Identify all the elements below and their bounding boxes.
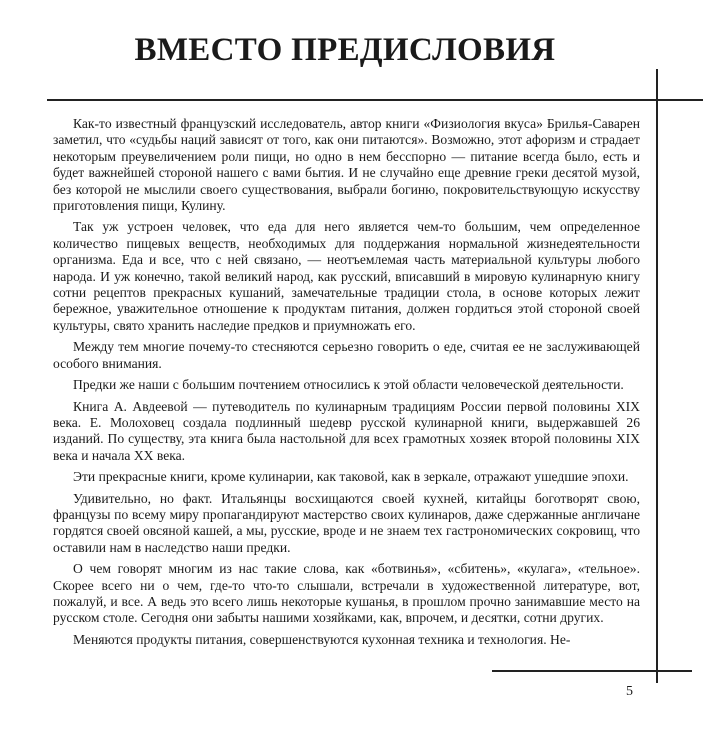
paragraph: Как-то известный французский исследователь, автор книги «Физиология вкуса» Брилья-Саварен заметил, что «судьбы наций зависят от того, как они питаются». Возможно, этот афоризм и страдает некоторым преувеличением роли пищи, но одно в нем бесспорно — питание всегда было, есть и будет важнейшей стороной нашего с вами бытия. И не случайно еще древние греки десятой музой, без которой не мыслили своего существования, выбрали богиню, покровительствующую искусству приготовления пищи, Кулину. [53, 116, 640, 214]
top-rule [47, 99, 703, 101]
paragraph: Предки же наши с большим почтением относились к этой области человеческой деятельности. [73, 377, 624, 393]
paragraph: Так уж устроен человек, что еда для него является чем-то большим, чем определенное количество пищевых веществ, необходимых для поддержания нормальной жизнедеятельности организма. Еда и все, что с ней связано, — неотъемлемая часть материальной культуры любого народа. И уж конечно, такой великий народ, как русский, вписавший в мировую кулинарную книгу сотни рецептов прекрасных кушаний, замечательные традиции стола, в основе которых лежит бережное, уважительное отношение к продуктам питания, должен гордиться этой стороной своей культуры, свято хранить наследие предков и приумножать его. [53, 219, 640, 333]
bottom-rule [492, 670, 692, 672]
paragraph: Меняются продукты питания, совершенствуются кухонная техника и технология. Не- [73, 631, 571, 647]
paragraph: Удивительно, но факт. Итальянцы восхищаются своей кухней, китайцы боготворят свою, французы по всему миру пропагандируют мастерство своих кулинаров, даже сдержанные англичане гордятся своей овсяной кашей, а мы, русские, вроде и не знаем тех гастрономических сокровищ, что оставили нам в наследство наши предки. [53, 490, 640, 555]
paragraph: Книга А. Авдеевой — путеводитель по кулинарным традициям России первой половины XIX века. Е. Молоховец создала подлинный шедевр русской кулинарной книги, выдержавшей 26 изданий. По существу, эта книга была настольной для всех грамотных хозяек второй половины XIX века и начала XX века. [53, 398, 640, 463]
page-number: 5 [626, 684, 633, 699]
paragraph: О чем говорят многим из нас такие слова, как «ботвинья», «сбитень», «кулага», «тельное». Скорее всего ни о чем, где-то что-то слышали, встречали в художественной литературе, вот, пожалуй, и все. А ведь это всего лишь некоторые кушанья, в прошлом прочно занимавшие место на русском столе. Сегодня они забыты нашими хозяйками, как, впрочем, и десятки, сотни других. [53, 561, 640, 626]
paragraph: Эти прекрасные книги, кроме кулинарии, как таковой, как в зеркале, отражают ушедшие эпохи. [73, 469, 629, 485]
page-title: ВМЕСТО ПРЕДИСЛОВИЯ [134, 32, 556, 68]
body-text [53, 116, 640, 653]
paragraph: Между тем многие почему-то стесняются серьезно говорить о еде, считая ее не заслуживающей особого внимания. [53, 339, 640, 371]
vertical-rule [656, 69, 658, 683]
